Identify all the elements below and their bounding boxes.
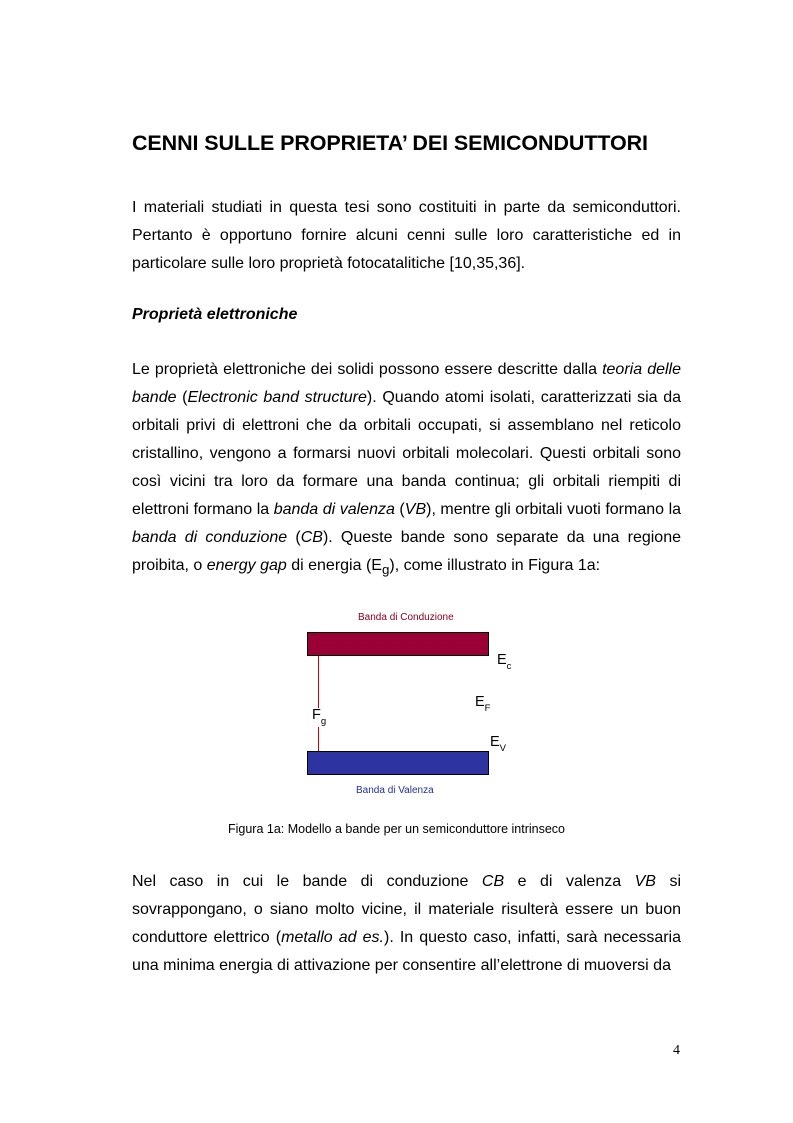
figure-caption: Figura 1a: Modello a bande per un semiconduttore intrinseco [227,822,565,836]
italic-term: Electronic band structure [187,389,367,406]
text-run: Le proprietà elettroniche dei solidi possono essere descritte dalla [132,361,603,378]
text-run: ( [287,529,301,546]
energy-gap-line-lower [318,727,319,751]
text-run: e di valenza [504,873,635,890]
subheading: Proprietà elettroniche [132,306,298,323]
italic-term: teoria delle bande [132,361,681,406]
conduction-band-label: Banda di Conduzione [358,612,454,623]
page-number: 4 [673,1043,680,1058]
eg-label [312,707,326,727]
italic-term: CB [481,873,505,890]
italic-term: VB [404,501,427,518]
ev-symbol: E [490,734,500,750]
italic-term: CB [300,529,323,546]
valence-band-label: Banda di Valenza [356,785,434,796]
text-run: ), mentre gli orbitali vuoti formano la [426,501,682,518]
italic-term: energy gap [206,557,287,574]
ef-symbol: E [475,694,485,710]
ef-label [475,694,490,714]
italic-term: metallo ad es. [281,929,384,946]
italic-term: banda di conduzione [132,529,288,546]
ef-subscript: F [484,703,491,714]
text-run: si sovrappongano, o siano molto vicine, il materiale risulterà essere un buon conduttore elettrico ( [132,873,682,946]
text-run: ). Quando atomi isolati, caratterizzati sia da orbitali privi di elettroni che da orbitali occupati, si assemblano nel reticolo cristallino, vengono a formarsi nuovi orbitali molecolari. Questi orbitali sono così vicini tra loro da formare una banda continua; gli orbitali riempiti di elettroni formano la [132,389,681,518]
subscript: g [381,562,390,578]
conduction-band [307,632,489,656]
ec-label [497,652,511,672]
text-run: Nel caso in cui le bande di conduzione [132,873,482,890]
ec-symbol: E [497,652,507,668]
energy-gap-line-upper [318,656,319,708]
overlap-paragraph [132,868,681,980]
text-run: di energia (E [286,557,382,574]
section-title: CENNI SULLE PROPRIETA’ DEI SEMICONDUTTORI [132,131,648,155]
text-run: ), come illustrato in Figura 1a: [389,557,601,574]
text-run: ). In questo caso, infatti, sarà necessaria una minima energia di attivazione per consentire all’elettrone di muoversi da [132,929,682,974]
eg-symbol: F [312,707,321,723]
intro-paragraph: I materiali studiati in questa tesi sono costituiti in parte da semiconduttori. Pertanto è opportuno fornire alcuni cenni sulle loro caratteristiche ed in particolare sulle loro proprietà fotocatalitiche [10,35,36]. [132,199,681,272]
ev-label [490,734,506,754]
text-run: ( [176,389,188,406]
ec-subscript: c [506,661,512,672]
ev-subscript: V [499,743,507,754]
eg-subscript: g [320,716,327,727]
italic-term: VB [634,873,656,890]
valence-band [307,751,489,775]
text-run: ( [394,501,405,518]
text-run: ). Queste bande sono separate da una regione proibita, o [132,529,681,574]
italic-term: banda di valenza [273,501,395,518]
band-theory-paragraph [132,356,681,584]
